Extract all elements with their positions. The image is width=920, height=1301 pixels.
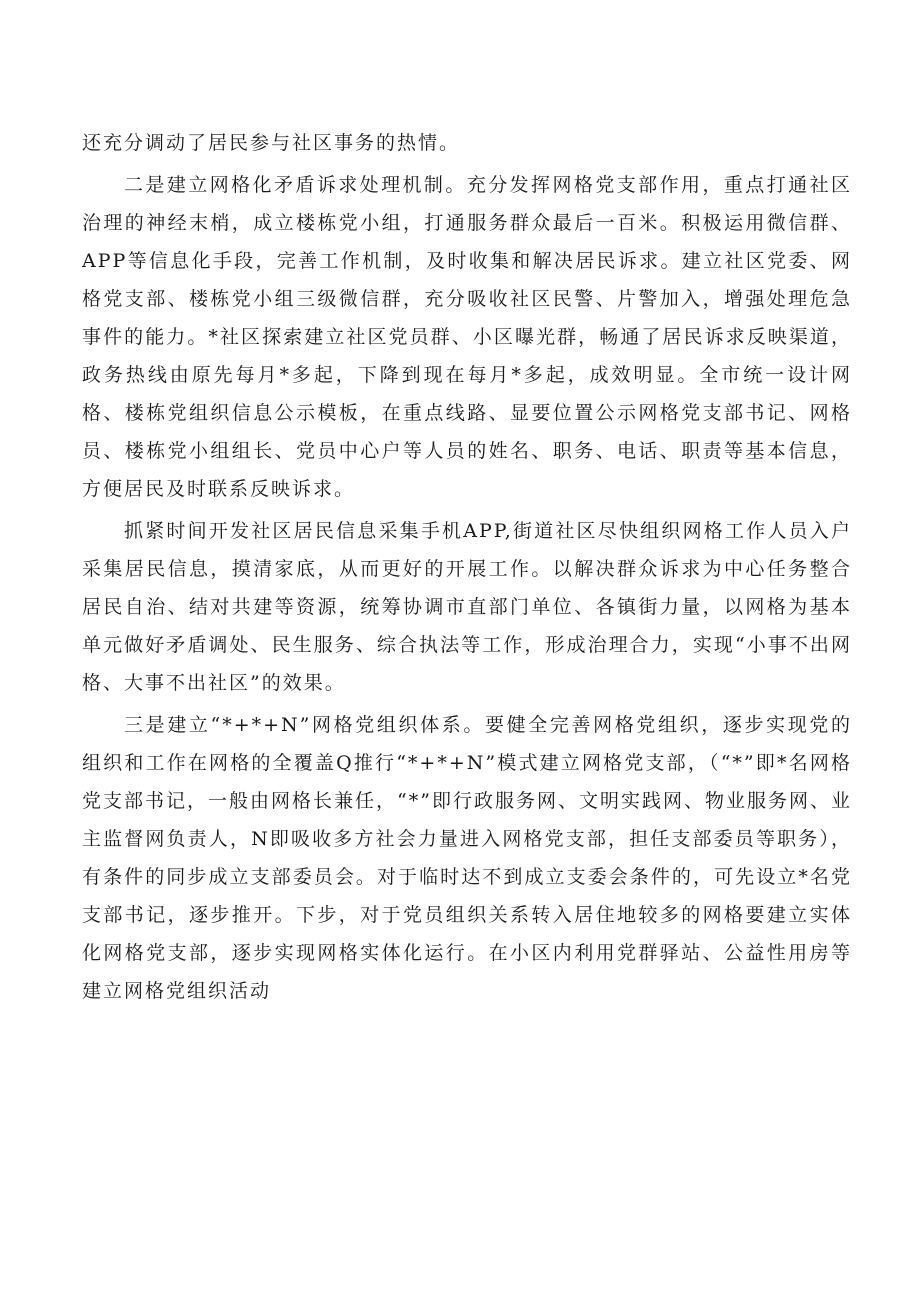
paragraph-3: 抓紧时间开发社区居民信息采集手机APP,街道社区尽快组织网格工作人员入户采集居民信息，摸清家底，从而更好的开展工作。以解决群众诉求为中心任务整合居民自治、结对共建等资源，统筹协调市直部门单位、各镇街力量，以网格为基本单元做好矛盾调处、民生服务、综合执法等工作，形成治理合力，实现“小事不出网格、大事不出社区”的效果。 <box>82 520 852 694</box>
paragraph-1: 还充分调动了居民参与社区事务的热情。 <box>82 132 461 154</box>
document-body <box>82 124 852 1010</box>
paragraph-4: 三是建立“*+*+N”网格党组织体系。要健全完善网格党组织，逐步实现党的组织和工作在网格的全覆盖Q推行“*+*+N”模式建立网格党支部，（“*”即*名网格党支部书记，一般由网格长兼任，“*”即行政服务网、文明实践网、物业服务网、业主监督网负责人，N即吸收多方社会力量进入网格党支部，担任支部委员等职务），有条件的同步成立支部委员会。对于临时达不到成立支委会条件的，可先设立*名党支部书记，逐步推开。下步，对于党员组织关系转入居住地较多的网格要建立实体化网格党支部，逐步实现网格实体化运行。在小区内利用党群驿站、公益性用房等建立网格党组织活动 <box>82 714 852 1002</box>
paragraph-2: 二是建立网格化矛盾诉求处理机制。充分发挥网格党支部作用，重点打通社区治理的神经末梢，成立楼栋党小组，打通服务群众最后一百米。积极运用微信群、APP等信息化手段，完善工作机制，及时收集和解决居民诉求。建立社区党委、网格党支部、楼栋党小组三级微信群，充分吸收社区民警、片警加入，增强处理危急事件的能力。*社区探索建立社区党员群、小区曝光群，畅通了居民诉求反映渠道，政务热线由原先每月*多起，下降到现在每月*多起，成效明显。全市统一设计网格、楼栋党组织信息公示模板，在重点线路、显要位置公示网格党支部书记、网格员、楼栋党小组组长、党员中心户等人员的姓名、职务、电话、职责等基本信息，方便居民及时联系反映诉求。 <box>82 174 852 500</box>
